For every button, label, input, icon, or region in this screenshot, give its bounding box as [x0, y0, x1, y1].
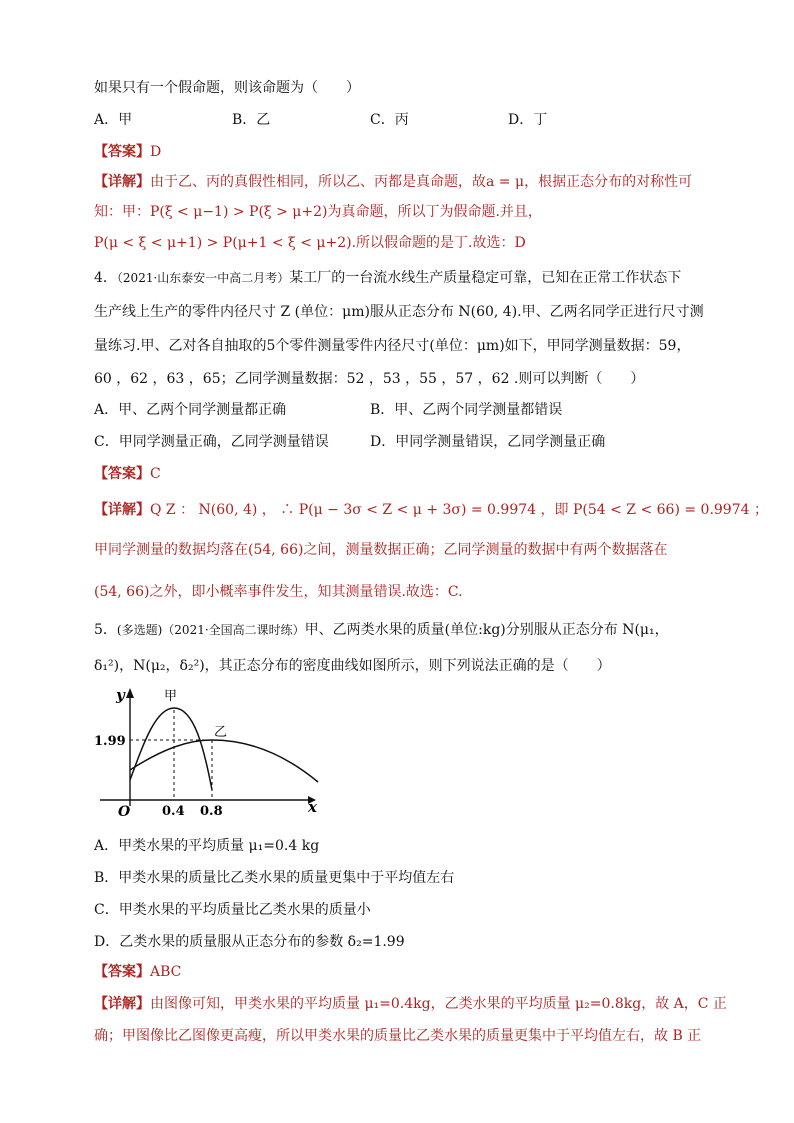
detail-tag: 【详解】 — [94, 996, 150, 1012]
q4-number: 4． — [94, 270, 117, 286]
q4-answer — [94, 464, 161, 484]
label-jia: 甲 — [164, 689, 178, 704]
q5-detail-line-1 — [94, 994, 727, 1014]
curve-yi — [130, 740, 318, 782]
q4-text: 某工厂的一台流水线生产质量稳定可靠，已知在正常工作状态下 — [289, 270, 682, 286]
q4-line-2: 生产线上生产的零件内径尺寸 Z (单位：μm)服从正态分布 N(60, 4).甲、乙两名同学正进行尺寸测 — [94, 304, 704, 320]
q4-detail-line-1 — [94, 500, 768, 520]
q5-number: 5． — [94, 622, 117, 638]
q3-option-c: C．丙 — [370, 112, 409, 128]
q5-line-2: δ₁²)，N(μ₂，δ₂²)，其正态分布的密度曲线如图所示，则下列说法正确的是（ ） — [94, 658, 611, 674]
y-axis-label: y — [116, 686, 125, 704]
q3-detail-line-2: 知：甲：P(ξ < μ−1) > P(ξ > μ+2)为真命题，所以丁为假命题.并且， — [94, 204, 542, 220]
q5-source: （2021·全国高二课时练） — [162, 623, 305, 637]
q5-answer — [94, 962, 181, 982]
answer-value: ABC — [150, 964, 182, 980]
answer-value: D — [150, 144, 162, 160]
q5-option-a: A．甲类水果的平均质量 μ₁=0.4 kg — [94, 838, 320, 854]
answer-tag: 【答案】 — [94, 144, 150, 160]
detail-tag: 【详解】 — [94, 502, 150, 518]
q3-option-a: A．甲 — [94, 112, 133, 128]
q4-option-a: A．甲、乙两个同学测量都正确 — [94, 402, 287, 418]
q5-option-c: C．甲类水果的平均质量比乙类水果的质量小 — [94, 902, 371, 918]
y-axis-arrow — [126, 688, 134, 698]
q3-option-b: B．乙 — [232, 112, 271, 128]
q4-option-d: D．甲同学测量错误，乙同学测量正确 — [370, 434, 606, 450]
answer-tag: 【答案】 — [94, 964, 150, 980]
q3-detail-line-1 — [94, 172, 692, 192]
q4-line-3: 量练习.甲、乙对各自抽取的5个零件测量零件内径尺寸(单位：μm)如下，甲同学测量数据：59， — [94, 338, 691, 354]
q4-option-b: B．甲、乙两个同学测量都错误 — [370, 402, 563, 418]
q4-detail-line-3: (54, 66)之外，即小概率事件发生，知其测量错误.故选：C. — [94, 584, 463, 600]
detail-text: 由图像可知，甲类水果的平均质量 μ₁=0.4kg，乙类水果的平均质量 μ₂=0.8kg，故 A，C 正 — [150, 996, 727, 1012]
detail-tag: 【详解】 — [94, 174, 150, 190]
x-tick-0.4: 0.4 — [162, 804, 185, 816]
detail-text: Q Z ： N(60, 4) ， ∴ P(μ − 3σ < Z < μ + 3σ) = 0.9974 ，即 P(54 < Z < 66) = 0.9974 ； — [150, 502, 768, 518]
q3-option-d: D．丁 — [508, 112, 548, 128]
q4-source: （2021·山东泰安一中高二月考） — [116, 271, 290, 285]
answer-tag: 【答案】 — [94, 466, 150, 482]
detail-text: 由于乙、丙的真假性相同，所以乙、丙都是真命题，故a = μ，根据正态分布的对称性可 — [150, 174, 693, 190]
q3-answer — [94, 142, 161, 162]
label-yi: 乙 — [214, 725, 228, 740]
q5-option-d: D．乙类水果的质量服从正态分布的参数 δ₂=1.99 — [94, 934, 405, 950]
q3-question-tail: 如果只有一个假命题，则该命题为（ ） — [94, 80, 360, 96]
answer-value: C — [150, 466, 161, 482]
x-tick-0.8: 0.8 — [200, 804, 223, 816]
y-tick-1.99: 1.99 — [94, 734, 126, 749]
q5-line-1 — [94, 620, 669, 640]
q5-option-b: B．甲类水果的质量比乙类水果的质量更集中于平均值左右 — [94, 870, 455, 886]
q5-type: (多选题) — [116, 623, 163, 637]
q4-detail-line-2: 甲同学测量的数据均落在(54, 66)之间，测量数据正确；乙同学测量的数据中有两个数据落在 — [94, 542, 668, 558]
origin-label: O — [118, 804, 131, 816]
q4-line-1 — [94, 268, 681, 288]
q4-line-4: 60 ，62 ，63 ，65；乙同学测量数据：52 ，53 ，55 ，57 ，62 .则可以判断（ ） — [94, 371, 645, 387]
normal-distribution-figure — [94, 682, 334, 816]
q3-detail-line-3: P(μ < ξ < μ+1) > P(μ+1 < ξ < μ+2).所以假命题的是丁.故选：D — [94, 235, 526, 251]
x-axis-label: x — [308, 798, 317, 816]
q5-text: 甲、乙两类水果的质量(单位:kg)分别服从正态分布 N(μ₁， — [304, 622, 669, 638]
q4-option-c: C．甲同学测量正确，乙同学测量错误 — [94, 434, 329, 450]
q5-detail-line-2: 确；甲图像比乙图像更高瘦，所以甲类水果的质量比乙类水果的质量更集中于平均值左右，故 B 正 — [94, 1028, 702, 1044]
